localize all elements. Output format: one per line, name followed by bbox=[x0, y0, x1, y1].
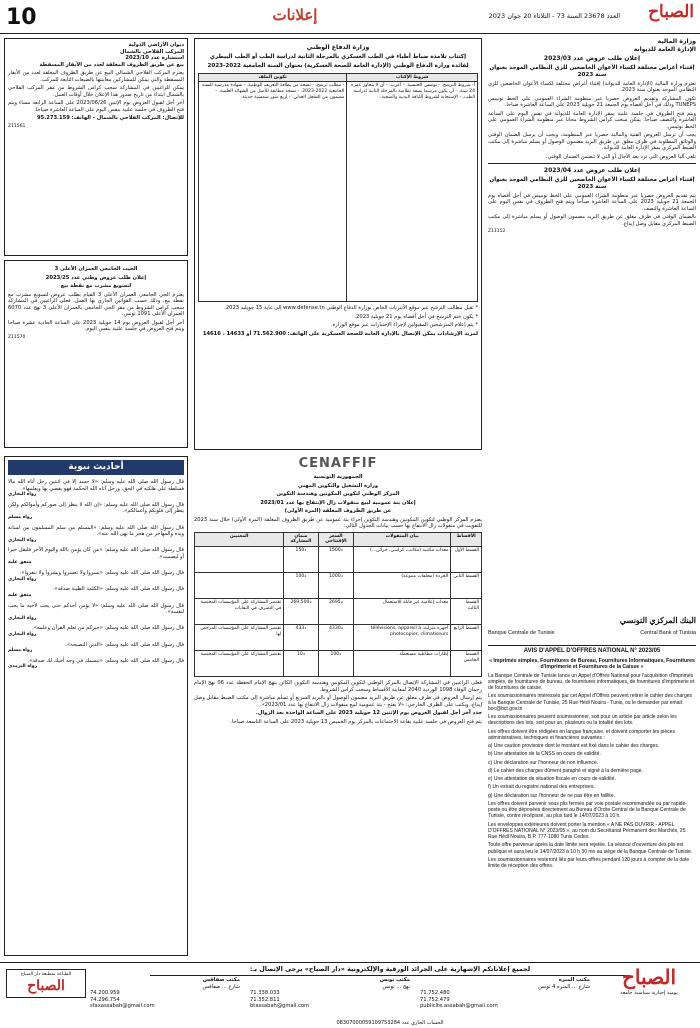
bct-list-item: d) Le cahier des charges dûment paraphé et signé à la dernière page. bbox=[488, 767, 643, 774]
footer-logo-small: الصباح bbox=[27, 977, 65, 994]
center-name: المركز الوطني لتكوين المكونين وهندسة التكوين bbox=[276, 491, 400, 498]
table-header-cell: السعر الإفتتاحي bbox=[318, 532, 353, 546]
directorate: الإدارة العامة للديوانة bbox=[633, 45, 696, 53]
table-cell bbox=[195, 573, 284, 599]
notice-title: إعلان بتة عمومية لبيع منقولات زال الإنتفاع بها عدد 2023/01 bbox=[260, 499, 416, 506]
deadline-text: حدد آخر أجل لقبول العروض يوم الإثنين 12 جويلية 2023 على الساعة الواحدة بعد الزوال. bbox=[255, 710, 482, 717]
table-cell: 100د bbox=[284, 573, 319, 599]
notice-org: ديوان الأراضي الدولية bbox=[128, 42, 184, 48]
hadith-text: قال رسول الله صلى الله عليه وسلم: «الدين النصيحة». bbox=[65, 641, 184, 648]
cenaffif-logo: CENAFFIF bbox=[298, 456, 378, 471]
table-cell: تقتصر المشاركة على المؤسسات المختصة في التصرف في النفايات bbox=[195, 599, 284, 625]
table-header: شروط الإكتاب bbox=[347, 73, 478, 82]
table-header-cell: ضمان المشاركة bbox=[284, 532, 319, 546]
table-cell: 4330د bbox=[318, 625, 353, 651]
bct-list-item: c) Une déclaration sur l'honneur de non influence. bbox=[488, 759, 599, 766]
page-number: 10 bbox=[6, 5, 37, 30]
note: * يكون ختم الترشح في أجل أقصاه يوم 21 جويلية 2023. bbox=[354, 313, 478, 320]
left-notices bbox=[4, 38, 188, 456]
office-address: شارع ... صفاقس bbox=[202, 983, 240, 990]
office-tunis bbox=[250, 977, 410, 1010]
body-text: يمكن للراغبين في المشاركة سحب كراس الشروط من مقر المركب الفلاحي بالشمال ابتداء من تاريخ صدور هذا الإعلان خلال أوقات العمل. bbox=[8, 85, 184, 98]
table-cell: تقتصر المشاركة على المؤسسات المرخص لها bbox=[195, 625, 284, 651]
table-cell: القسط الرابع bbox=[451, 625, 482, 651]
office-phone: 74.200.959 bbox=[90, 990, 120, 996]
office-email[interactable]: sfaxassabah@gmail.com bbox=[90, 1003, 155, 1009]
page-header bbox=[0, 0, 700, 34]
table-row bbox=[195, 573, 482, 599]
notice-method: عن طريق الظروف المغلقة (المرة الأولى) bbox=[284, 508, 392, 515]
divider bbox=[488, 163, 696, 164]
office-fax: 71.352.811 bbox=[250, 996, 280, 1003]
hadith-text: قال رسول الله صلى الله عليه وسلم: «لا حسد إلا في اثنتين رجل آتاه الله مالا فسلطه على هلكته في الحق، ورجل آتاه الله الحكمة فهو يقضي بها ويعلمها». bbox=[8, 479, 184, 492]
hadith-text: قال رسول الله صلى الله عليه وسلم: «خيركم من تعلم القرآن وعلمه». bbox=[32, 625, 184, 632]
body-text: يجب أن ترسل العروض الفنية والمالية حصريا عبر المنظومة، ويجب أن يرسل الضمان الوقتي والوثائق المطلوبة في ظرف مغلق عن طريق البريد مضمون الوصول أو يسلم مباشرة إلى مكتب الضبط المركزي بمقر الإدارة العامة للديوانة. bbox=[488, 132, 696, 152]
table-header-cell: الأقساط bbox=[451, 532, 482, 546]
hadith-item bbox=[8, 479, 184, 498]
table-cell: 150د bbox=[284, 547, 319, 573]
body-text: للإتصال: المركب الفلاحي بالشمال - الهاتف: 95.273.159 bbox=[37, 115, 184, 121]
hadith-item bbox=[8, 502, 184, 521]
office-address: نهج ... تونس bbox=[382, 983, 410, 990]
table-header-row bbox=[195, 532, 482, 546]
section-title: إعلانات bbox=[272, 6, 318, 24]
hadith-section bbox=[4, 456, 188, 956]
footer-logo: الصباح bbox=[621, 965, 677, 989]
body-text: آخر أجل لقبول العروض يوم 14 جويلية 2023 على الساعة الحادية عشرة صباحا ويتم فتح العروض في جلسة علنية بنفس اليوم. bbox=[8, 319, 184, 332]
ministry: وزارة التشغيل والتكوين المهني bbox=[297, 482, 379, 489]
office-fax: 74.296.754 bbox=[90, 996, 120, 1003]
bct-text: Les soumissionnaires resteront liés par leurs offres pendant 120 jours à compter de la date limite de réception des offres. bbox=[488, 856, 690, 869]
table-row bbox=[195, 599, 482, 625]
table-row bbox=[195, 651, 482, 677]
body-text: يتم تقديم العروض حصريا عبر منظومة الشراء العمومي على الخط تونيبس في أجل أقصاه يوم الجمعة 21 جويلية 2023 على الساعة العاشرة صباحا ويتم فتح الظروف في نفس اليوم على الساعة العاشرة والنصف. bbox=[488, 192, 696, 212]
notice-subtitle: إقتناء أغراض مختلفة لكساء الأعوان الخاضعين للزي النظامي الموحد بعنوان سنة 2023 bbox=[489, 64, 695, 78]
customs-notice bbox=[488, 38, 696, 650]
table-header-cell: بيان المنقولات bbox=[353, 532, 450, 546]
hadith-item bbox=[8, 658, 184, 670]
conditions-cell: أ- شروط الترشح: - تونسي الجنسية. - أعزب. - أن لا يتجاوز عمره 24 سنة. - أن يكون مرسما بصفة نظامية بالمرحلة الثانية لدراسة الطب. - الإستجابة لشروط اللياقة البدنية والصحية. bbox=[347, 82, 478, 302]
bct-name-en: Central Bank of Tunisia bbox=[640, 630, 696, 636]
note: * تقبل مطالب الترشح عبر موقع الأنترنات الخاص بوزارة الدفاع الوطني www.defense.tn إلى غاية 15 جويلية 2023. bbox=[224, 305, 478, 312]
hadith-text: قال رسول الله صلى الله عليه وسلم: «الكلمة الطيبة صدقة». bbox=[52, 586, 184, 593]
office-phone: 71.752.480 bbox=[420, 990, 450, 996]
body-text: يعتزم الحي الجامعي العمران الأعلى 3 القيام بطلب عروض لتسويغ مشرب مع نقطة بيع، وذلك حسب القوانين الجاري بها العمل. فعلى الراغبين في المشاركة سحب كراس الشروط من مقر الحي الجامعي بالعمران الأعلى 3 نهج عدد 6070 العمران الأعلى 1091 تونس. bbox=[8, 291, 184, 317]
notice-subtitle: لفائدة وزارة الدفاع الوطني (الإدارة العامة للصحة العسكرية) بعنوان السنة الجامعية 2022-2023 bbox=[207, 62, 469, 69]
file-cell: - مطلب ترشح. - نسخة من بطاقة التعريف الوطنية. - شهادة مدرسية للسنة الجامعية 2022-2023. - نسخة مطابقة للأصل من الشهائد العلمية. - مضمون من السجل العدلي. - أربع صور شمسية حديثة. bbox=[199, 82, 347, 302]
notice-org: الحيث الجامعي العمران الأعلى 3 bbox=[54, 266, 138, 272]
hadith-source: رواه البخاري bbox=[8, 576, 37, 582]
body-text: يتم إرسال العروض في ظرف مغلق عن طريق البريد مضمون الوصول أو بالبريد السريع أو تسلم مباشرة إلى مكتب الضبط مقابل وصل إيداع، ويكتب على الظرف الخارجي: «لا يفتح - بتة عمومية لبيع منقولات زال الانتفاع بها عدد 2023/01». bbox=[194, 695, 482, 708]
table-cell: أجهزة منزلية: télévisions, appareil à photocopier, climatiseurs bbox=[353, 625, 450, 651]
footer-logo-block bbox=[604, 965, 694, 996]
office-fax: 71.752.479 bbox=[420, 996, 450, 1003]
contact: لمزيد الإرشادات يمكن الإتصال بالإدارة العامة للصحة العسكرية على الهاتف: 71.562.900 أو 14633 ، 14616 bbox=[202, 330, 478, 337]
body-text: بالضمان الوقتي في ظرف مغلق عن طريق البريد مضمون الوصول أو يسلم مباشرة إلى مكتب الضبط المركزي مقابل وصل إيداع. bbox=[488, 214, 696, 227]
hadith-title: أحاديث نبوية bbox=[8, 460, 184, 475]
table-cell: 100د bbox=[318, 651, 353, 677]
ad-reference: Z11152 bbox=[488, 229, 506, 235]
hadith-item bbox=[8, 547, 184, 566]
body-text: فعلى الراغبين في المشاركة الإتصال بالمركز الوطني لتكوين المكونين وهندسة التكوين الكائن بنهج الإمام الحفظة عدد 06 نهج الإمام رحمان الوفاء 1098 الوردية 2040 لمعاينة الأقساط وسحب كراس الشروط. bbox=[194, 680, 482, 693]
body-text: تلغى آليا العروض التي ترد بعد الآجال أو التي لا تتضمن الضمان الوقتي. bbox=[545, 153, 696, 160]
bct-notice bbox=[488, 616, 696, 956]
body-text: يتم فتح العروض في جلسة علنية بقاعة الاجتماعات بالمركز يوم الخميس 13 جويلية 2023 على الساعة التاسعة صباحا. bbox=[230, 718, 482, 725]
body-text: تعتزم وزارة المالية (الإدارة العامة للديوانة) إقتناء أغراض مختلفة لكساء الأعوان الخاضعين للزي النظامي الموحد بعنوان سنة 2023. bbox=[488, 80, 696, 94]
bct-list-item: g) Une déclaration sur l'honneur de ne pas être en faillite. bbox=[488, 792, 615, 799]
table-cell: إطارات مطاطية مستعملة bbox=[353, 651, 450, 677]
bct-text: Les enveloppes extérieures doivent porter la mention « A NE PAS OUVRIR - APPEL D'OFFRES NATIONAL N° 2023/05 », au nom du Secrétariat Permanent des Marchés, 25 Rue Hédi Nouira, B.P. 777-1080 Tunis Cedex. bbox=[488, 821, 686, 840]
hadith-source: رواه الترمذي bbox=[8, 664, 38, 670]
hadith-item bbox=[8, 525, 184, 544]
ad-reference: Z11561 bbox=[8, 123, 26, 129]
hadith-item bbox=[8, 586, 184, 598]
bct-header bbox=[488, 616, 696, 646]
table-cell: 10د bbox=[284, 651, 319, 677]
table-cell: 2695د bbox=[318, 599, 353, 625]
bct-title: AVIS D'APPEL D'OFFRES NATIONAL N° 2023/05 bbox=[523, 648, 661, 654]
bct-text: Les offres doivent être rédigées en langue française, et doivent comporter les pièces administratives, techniques et financières suivantes : bbox=[488, 728, 675, 741]
hadith-item bbox=[8, 603, 184, 622]
table-cell: القسط الأول bbox=[451, 547, 482, 573]
logo-text: الصباح bbox=[648, 2, 694, 22]
hadith-text: قال رسول الله صلى الله عليه وسلم: «المسلم من سلم المسلمون من لسانه ويده والمهاجر من هجر ما نهى الله عنه». bbox=[8, 524, 184, 538]
bct-name-fr: Banque Centrale de Tunisie bbox=[488, 630, 555, 636]
hadith-item bbox=[8, 625, 184, 637]
hadith-source: متفق عليه bbox=[8, 592, 32, 598]
table-cell: القسط الثاني bbox=[451, 573, 482, 599]
notice-title: إكتتاب تلامذة ضباط أطباء في الطب العسكري بالمرحلة الثانية لدراسة الطب أو الطب البيطري bbox=[209, 53, 467, 60]
notice-title: إعلان طلب عروض عدد 2023/03 bbox=[543, 55, 641, 63]
office-name: مكتب المنزه bbox=[558, 977, 590, 983]
land-office-notice bbox=[4, 38, 188, 256]
bct-list-item: b) Une attestation de la CNSS en cours de validité. bbox=[488, 751, 601, 758]
notice-number: استشارة عدد 2023/10 bbox=[125, 55, 184, 61]
table-cell bbox=[195, 547, 284, 573]
ministry: وزارة المالية bbox=[657, 38, 696, 45]
ministry: وزارة الدفاع الوطني bbox=[306, 44, 370, 51]
bct-name-ar: البنك المركزي التونسي bbox=[619, 616, 696, 625]
table-cell: معدات مكتبية (مكاتب، كراسي، خزائن...) bbox=[353, 547, 450, 573]
table-cell: 1500د bbox=[318, 547, 353, 573]
office-name: مكتب صفاقس bbox=[202, 977, 240, 983]
bct-text: Les offres doivent parvenir sous plis fermés par voie postale recommandée ou par rapide-poste ou être déposées directement au Bureau d'Ordre Central de la Banque Centrale de Tunisie, contre récépissé, au plus tard le 14/07/2023 à 10 h. bbox=[488, 800, 687, 820]
bct-text: La Banque Centrale de Tunisie lance un Appel d'Offres National pour l'acquisition d'imprimés simples, de fournitures de bureau, de fournitures informatiques, de fournitures d'imprimerie et de fournitures de caisse. bbox=[488, 672, 695, 691]
footer-small-logo bbox=[6, 969, 86, 998]
notice-sub-org: المركب الفلاحي بالشمال bbox=[120, 48, 184, 55]
hadith-source: رواه البخاري bbox=[8, 492, 37, 498]
cenaffif-notice bbox=[194, 456, 482, 956]
newspaper-logo bbox=[624, 2, 696, 28]
bct-list-item: f) Un extrait du registre national des entreprises. bbox=[488, 784, 595, 791]
hadith-source: رواه مسلم bbox=[8, 648, 33, 654]
hadith-text: قال رسول الله صلى الله عليه وسلم: «إن الله لا ينظر إلى صوركم وأموالكم ولكن ينظر إلى قلوبكم وأعمالكم». bbox=[8, 501, 184, 515]
republic: الجمهورية التونسية bbox=[313, 474, 363, 481]
intro-text: يعتزم المركز الوطني لتكوين المكونين وهندسة التكوين إجراء بتة عمومية عن طريق الظروف المغلقة (المرة الأولى) خلال سنة 2023 للتفويت في منقولات زال الانتفاع بها حسب بيانات الجدول التالي: bbox=[194, 516, 482, 530]
bct-text: Toute offre parvenue après la date limite sera rejetée. La séance d'ouverture des plis est publique et aura lieu le 14/07/2023 à 10 h 30 mn au siège de la Banque Centrale de Tunisie. bbox=[488, 842, 693, 855]
table-cell: معدات إعلامية غير قابلة للاستعمال bbox=[353, 599, 450, 625]
bct-list bbox=[488, 743, 696, 799]
table-body bbox=[195, 547, 482, 677]
footer-account: الحساب الجاري عدد 08307000059109753284 bbox=[336, 1019, 444, 1026]
table-header-cell: المعنيين bbox=[195, 532, 284, 546]
hadith-source: رواه مسلم bbox=[8, 514, 33, 520]
university-notice bbox=[4, 260, 188, 448]
hadith-text: قال رسول الله صلى الله عليه وسلم: «لا يؤمن أحدكم حتى يحب لأخيه ما يحب لنفسه». bbox=[8, 602, 184, 616]
conditions-table bbox=[198, 73, 478, 303]
issue-line: العدد 23678 السنة 73 - الثلاثاء 20 جوان 2023 bbox=[488, 12, 620, 20]
notice-desc: لتسويغ مشرب مع نقطة بيع bbox=[60, 283, 132, 289]
notice-subtitle-2: إقتناء أغراض مختلفة لكساء الأعوان الخاضعين للزي النظامي الموحد بعنوان سنة 2023 bbox=[489, 176, 695, 190]
notice-number: إعلان طلب عروض وطني عدد 2023/25 bbox=[45, 274, 147, 281]
bct-list-item: a) Une caution provisoire dont le montant est fixé dans le cahier des charges. bbox=[488, 743, 660, 749]
bct-subtitle: « Imprimés simples, Fournitures de Bureau, Fournitures Informatiques, Fournitures d'Imprimerie et Fournitures de la Caisse » bbox=[489, 657, 695, 670]
hadith-item bbox=[8, 642, 184, 654]
office-name: مكتب تونس bbox=[379, 977, 410, 983]
note: * يتم إعلام المترشحين المقبولين لإجراء الإختبارات عبر موقع الوزارة. bbox=[330, 322, 478, 329]
hadith-list bbox=[8, 479, 184, 670]
notice-title-2: إعلان طلب عروض عدد 2023/04 bbox=[543, 167, 641, 175]
office-email[interactable]: publicite.assabah@gmail.com bbox=[420, 1003, 498, 1009]
footer-banner: لجميع إعلاناتكم الإشهارية على الجرائد الورقية والإلكترونية «دار الصباح» يرجى الإتصال بـ: bbox=[150, 965, 630, 976]
body-text: تكون المشاركة وتقديم العروض حصريا عبر منظومة الشراء العمومي على الخط تونيبس TUNEPS وذلك في أجل أقصاه يوم الجمعة 21 جويلية 2023 على الساعة العاشرة صباحا. bbox=[488, 95, 696, 109]
hadith-text: قال رسول الله صلى الله عليه وسلم: «يسروا ولا تعسروا وبشروا ولا تنفروا». bbox=[19, 570, 184, 577]
lots-table bbox=[194, 532, 482, 677]
table-cell: 269.500د bbox=[284, 599, 319, 625]
bct-text: Les soumissionnaires intéressés par cet Appel d'Offres peuvent retirer le cahier des charges à la Banque Centrale de Tunisie, 25 Rue Hédi Nouira - Tunis, ou le demander par email: boc@bct.gov.tn bbox=[488, 693, 693, 712]
bct-text: Les soumissionnaires peuvent soumissionner, soit pour un article par article selon les descriptions des lots, soit pour un, plusieurs ou la totalité des lots. bbox=[488, 714, 677, 727]
hadith-source: رواه البخاري bbox=[8, 631, 37, 637]
office-sfax bbox=[90, 977, 240, 1010]
office-address: شارع ... المنزه 4 تونس bbox=[538, 983, 590, 990]
table-row bbox=[195, 625, 482, 651]
table-cell: القسط الثالث bbox=[451, 599, 482, 625]
footer bbox=[0, 962, 700, 1028]
notice-desc: بيع عن طريق الظروف المغلقة لعدد من الأبقار المسقطة bbox=[39, 61, 184, 68]
hadith-source: رواه البخاري bbox=[8, 537, 37, 543]
hadith-text: قال رسول الله صلى الله عليه وسلم: «من كان يؤمن بالله واليوم الآخر فليقل خيرا أو ليصمت». bbox=[8, 547, 184, 560]
body-text: ويتم فتح الظروف في جلسة علنية بمقر الإدارة العامة للديوانة في نفس اليوم على الساعة العاشرة والنصف صباحا. يمكن سحب كراس الشروط مجانا عبر منظومة الشراء العمومي على الخط تونيبس. bbox=[488, 110, 696, 130]
body-text: يعتزم المركب الفلاحي الشمالي البيع عن طريق الظروف المغلقة لعدد من الأبقار المسقطة والتي يمكن للمشاركين معاينتها بالضيعات التابعة للمركب. bbox=[8, 70, 184, 83]
ad-reference: Z11570 bbox=[8, 334, 26, 340]
footer-tagline: يومية إخبارية سياسية جامعة bbox=[620, 990, 678, 996]
table-header: تكوين الملف bbox=[199, 73, 347, 82]
hadith-source: رواه البخاري bbox=[8, 615, 37, 621]
print-note: الطباعة بمطبعة دار الصباح bbox=[20, 972, 72, 977]
table-cell: القسط الخامس bbox=[451, 651, 482, 677]
table-cell: 1000د bbox=[318, 573, 353, 599]
hadith-source: متفق عليه bbox=[8, 560, 32, 566]
office-phone: 71.338.033 bbox=[250, 990, 280, 996]
office-menzah bbox=[420, 977, 590, 1010]
body-text: آخر أجل لقبول العروض يوم الإثنين 2023/06/26 على الساعة الرابعة مساء ويتم فتح الظروف في جلسة علنية بنفس اليوم على الساعة العاشرة صباحا. bbox=[8, 100, 185, 113]
office-email[interactable]: btassabah@gmail.com bbox=[250, 1003, 310, 1009]
defense-notice bbox=[194, 38, 482, 450]
bct-list-item: e) Une attestation de situation fiscale en cours de validité. bbox=[488, 776, 616, 782]
hadith-item bbox=[8, 570, 184, 582]
hadith-text: قال رسول الله صلى الله عليه وسلم: «تبسمك في وجه أخيك لك صدقة». bbox=[27, 657, 184, 664]
table-cell: 433د bbox=[284, 625, 319, 651]
table-row bbox=[195, 547, 482, 573]
table-cell: تقتصر المشاركة على المؤسسات المختصة bbox=[195, 651, 284, 677]
table-cell: الخردة (مخلفات متنوعة) bbox=[353, 573, 450, 599]
